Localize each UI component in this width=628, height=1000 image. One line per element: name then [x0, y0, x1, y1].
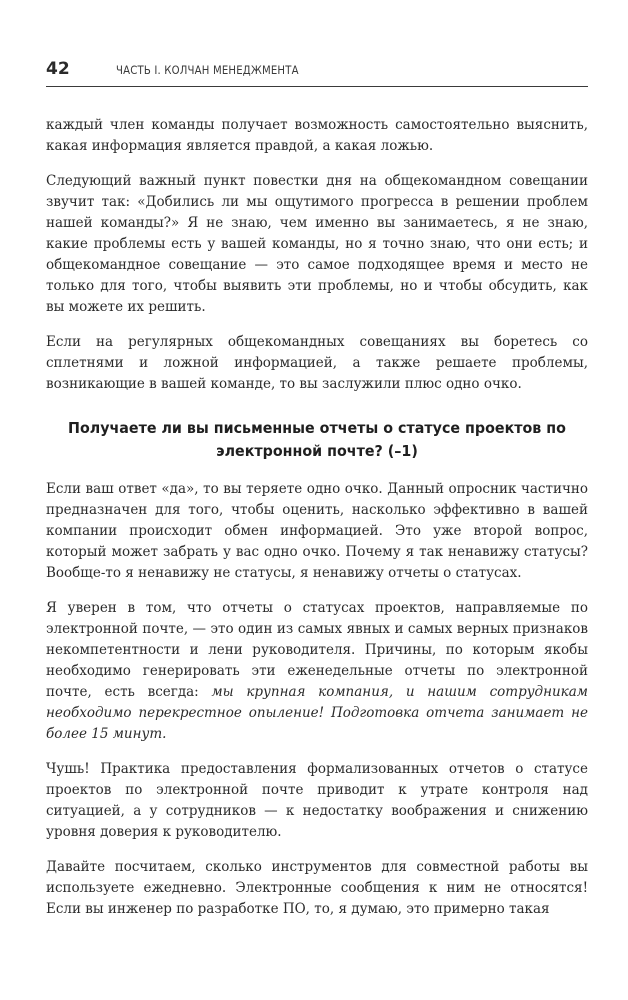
- paragraph-5-italic-quote: мы крупная компания, и нашим сотрудникам необходимо перекрестное опыление! Подготовка отчета занимает не более 15 минут.: [46, 684, 588, 742]
- paragraph-3: Если на регулярных общекомандных совещаниях вы боретесь со сплетнями и ложной информацией, а также решаете проблемы, возникающие в вашей команде, то вы заслужили плюс одно очко.: [46, 334, 588, 392]
- paragraph-1: каждый член команды получает возможность самостоятельно выяснить, какая информация является правдой, а какая ложью.: [46, 117, 588, 154]
- paragraph-5-text: Я уверен в том, что отчеты о статусах проектов, направляемые по электронной почте, — это один из самых явных и самых верных признаков некомпетентности и лени руководителя. Причины, по которым якобы необходимо генерировать эти еженедельные отчеты по электронной почте, есть всегда:: [46, 600, 588, 700]
- paragraph-7: Давайте посчитаем, сколько инструментов для совместной работы вы используете ежедневно. Электронные сообщения к ним не относятся! Если вы инженер по разработке ПО, то, я думаю, это примерно такая: [46, 859, 588, 917]
- running-header: [46, 56, 588, 87]
- paragraph-6: Чушь! Практика предоставления формализованных отчетов о статусе проектов по электронной почте приводит к утрате контроля над ситуацией, а у сотрудников — к недостатку воображения и снижению уровня доверия к руководителю.: [46, 761, 588, 840]
- section-title: ЧАСТЬ I. КОЛЧАН МЕНЕДЖМЕНТА: [116, 63, 299, 77]
- paragraph-4: Если ваш ответ «да», то вы теряете одно очко. Данный опросник частично предназначен для того, чтобы оценить, насколько эффективно в вашей компании происходит обмен информацией. Это уже второй вопрос, который может забрать у вас одно очко. Почему я так ненавижу статусы? Вообще-то я ненавижу не статусы, я ненавижу отчеты о статусах.: [46, 481, 588, 581]
- paragraph-2: Следующий важный пункт повестки дня на общекомандном совещании звучит так: «Добились ли мы ощутимого прогресса в решении проблем нашей команды?» Я не знаю, чем именно вы занимаетесь, я не знаю, какие проблемы есть у вашей команды, но я точно знаю, что они есть; и общекомандное совещание — это самое подходящее время и место не только для того, чтобы выявить эти проблемы, но и чтобы обсудить, как вы можете их решить.: [46, 173, 588, 315]
- section-heading: Получаете ли вы письменные отчеты о статусе проектов по электронной почте? (–1): [68, 419, 566, 460]
- paragraph-5: [46, 598, 588, 745]
- page-number: 42: [46, 59, 70, 79]
- body-text: [46, 115, 588, 934]
